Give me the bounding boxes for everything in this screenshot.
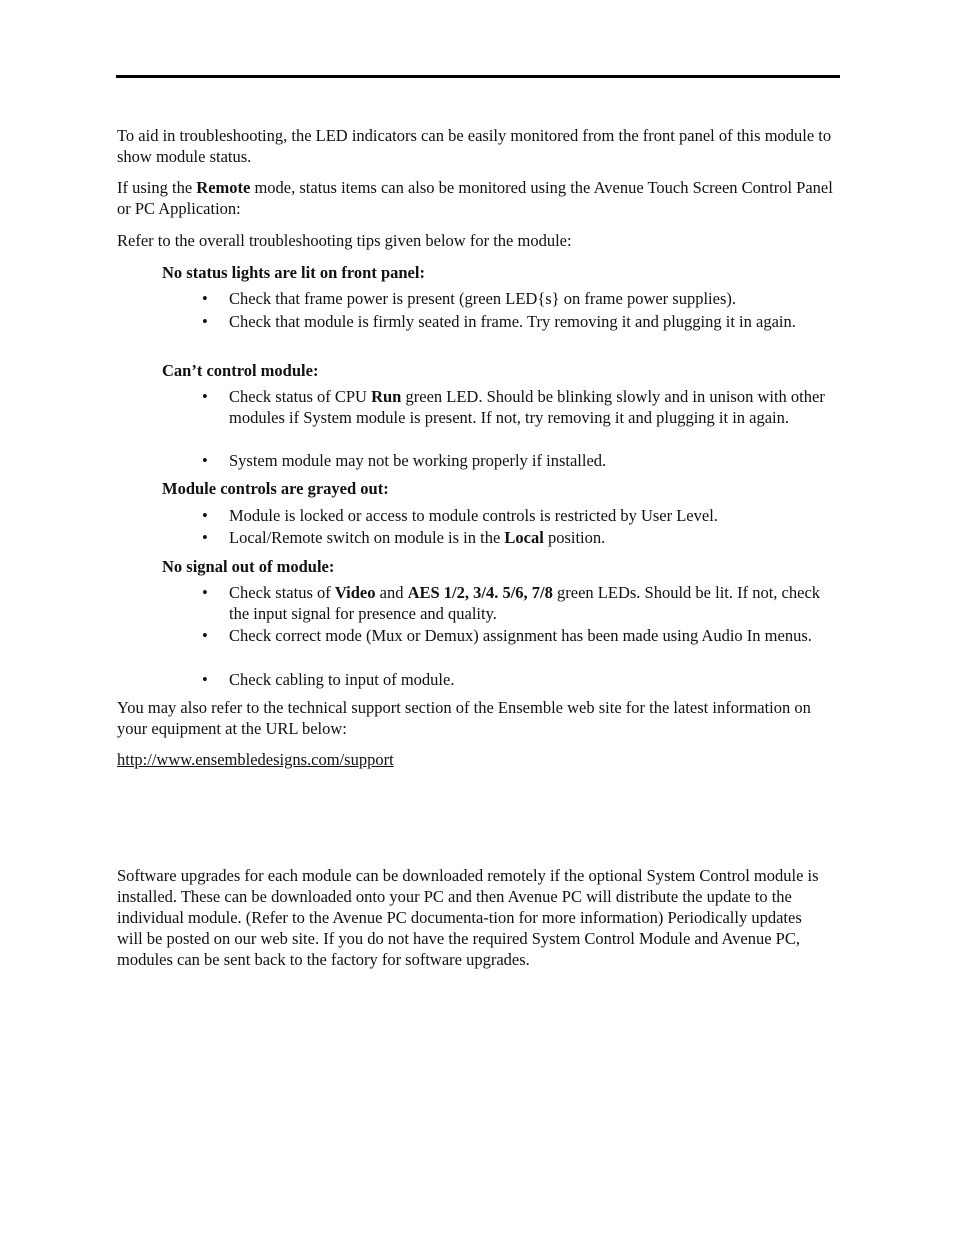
support-paragraph: You may also refer to the technical support section of the Ensemble web site for the latest information on your equipment at the URL below:: [117, 698, 811, 738]
tip-module-seated: Check that module is firmly seated in frame. Try removing it and plugging it in again.: [229, 312, 796, 331]
bullet-dot: •: [202, 289, 208, 308]
software-upgrade-paragraph: Software upgrades for each module can be downloaded remotely if the optional System Control module is installed. These can be downloaded onto your PC and then Avenue PC will distribute the update to the individual module. (Refer to the Avenue PC documenta-tion for more information) Periodically updates will be posted on our web site. If you do not have the required System Control Module and Avenue PC, modules can be sent back to the factory for software upgrades.: [117, 866, 819, 969]
support-link[interactable]: http://www.ensembledesigns.com/support: [117, 750, 394, 769]
tip-mux-demux: Check correct mode (Mux or Demux) assignment has been made using Audio In menus.: [229, 626, 812, 645]
bullet-dot: •: [202, 312, 208, 331]
tip-module-locked: Module is locked or access to module controls is restricted by User Level.: [229, 506, 718, 525]
tip-cpu-run: [229, 387, 841, 428]
video-mid: and: [375, 583, 408, 602]
heading-controls-grayed: Module controls are grayed out:: [162, 479, 389, 498]
bullet-dot: •: [202, 670, 208, 689]
remote-bold: Remote: [196, 178, 251, 197]
tip-system-module: System module may not be working properly if installed.: [229, 451, 607, 470]
local-bold: Local: [504, 528, 544, 547]
heading-cant-control: Can’t control module:: [162, 361, 319, 380]
cpu-post: green LED. Should be blinking slowly and in unison with other modules if System module is present. If not, try removing it and plugging it in again.: [229, 387, 825, 427]
refer-paragraph: Refer to the overall troubleshooting tips given below for the module:: [117, 231, 572, 250]
video-post: green LEDs. Should be lit. If not, check the input signal for presence and quality.: [229, 583, 821, 623]
heading-no-status-lights: No status lights are lit on front panel:: [162, 263, 425, 282]
intro-paragraph: To aid in troubleshooting, the LED indicators can be easily monitored from the front panel of this module to show module status.: [117, 126, 832, 166]
local-pre: Local/Remote switch on module is in the: [229, 528, 505, 547]
aes-bold: AES 1/2, 3/4. 5/6, 7/8: [407, 583, 553, 602]
remote-mode-paragraph: [117, 177, 839, 219]
local-post: position.: [543, 528, 606, 547]
video-bold: Video: [334, 583, 376, 602]
cpu-bold: Run: [371, 387, 402, 406]
heading-no-signal: No signal out of module:: [162, 557, 335, 576]
tip-cabling: Check cabling to input of module.: [229, 670, 455, 689]
remote-post: mode, status items can also be monitored using the Avenue Touch Screen Control Panel or PC Application:: [117, 178, 833, 218]
tip-local-remote: [229, 528, 841, 549]
cpu-pre: Check status of CPU: [229, 387, 372, 406]
bullet-dot: •: [202, 387, 208, 406]
bullet-dot: •: [202, 626, 208, 645]
tip-frame-power: Check that frame power is present (green LED{s} on frame power supplies).: [229, 289, 737, 308]
header-rule: [116, 75, 840, 78]
bullet-dot: •: [202, 506, 208, 525]
bullet-dot: •: [202, 528, 208, 547]
bullet-dot: •: [202, 583, 208, 602]
tip-video-aes: [229, 583, 841, 624]
video-pre: Check status of: [229, 583, 335, 602]
remote-pre: If using the: [117, 178, 197, 197]
bullet-dot: •: [202, 451, 208, 470]
